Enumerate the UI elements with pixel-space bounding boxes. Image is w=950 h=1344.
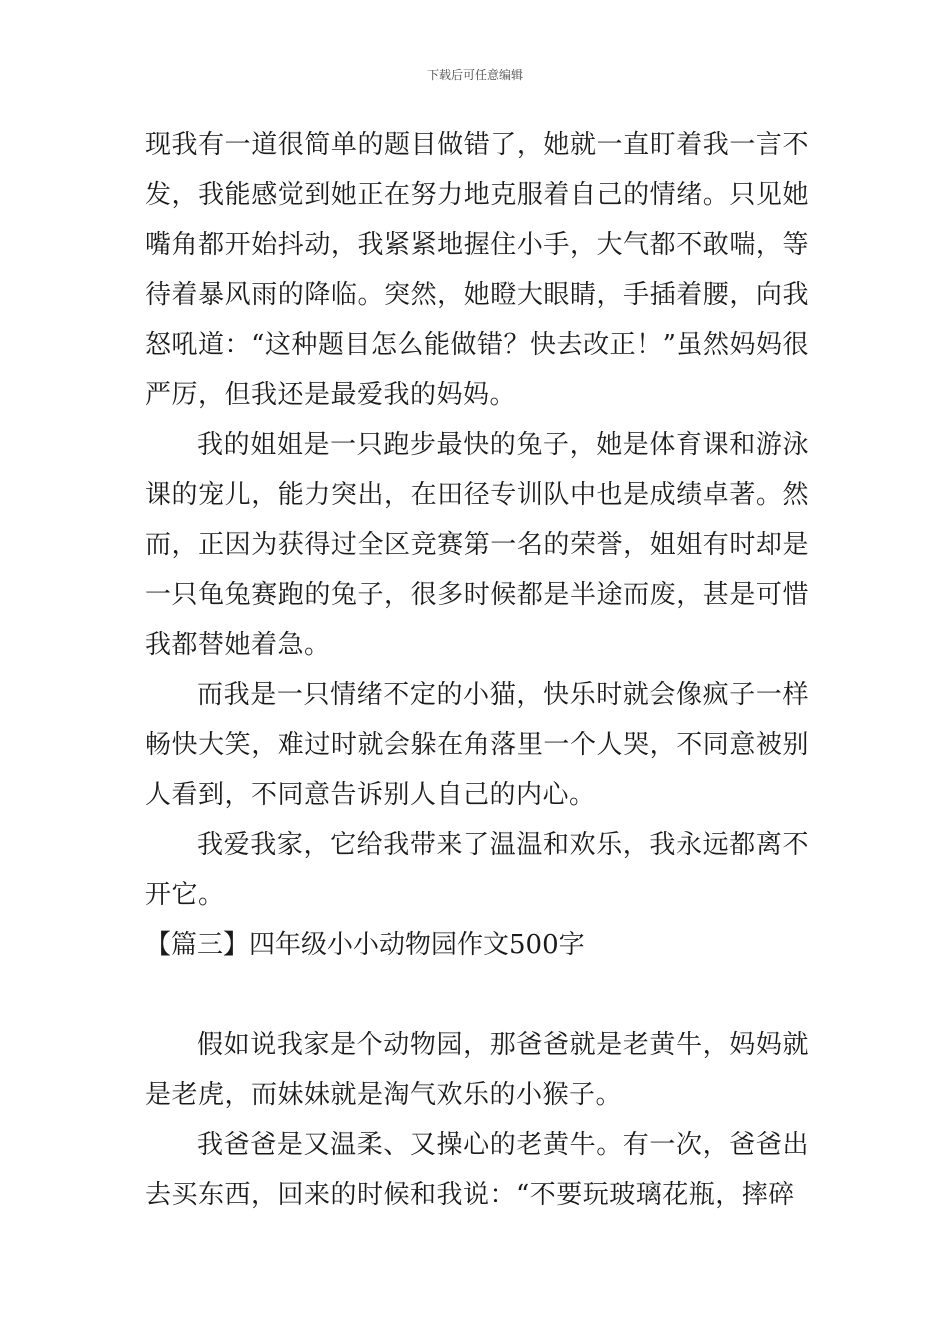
paragraph: 我爱我家，它给我带来了温温和欢乐，我永远都离不开它。 bbox=[145, 830, 809, 910]
section-title: 【篇三】四年级小小动物园作文500字 bbox=[145, 930, 585, 960]
paragraph: 现我有一道很简单的题目做错了，她就一直盯着我一言不发，我能感觉到她正在努力地克服着自己的情绪。只见她嘴角都开始抖动，我紧紧地握住小手，大气都不敢喘，等待着暴风雨的降临。突然，她瞪大眼睛，手插着腰，向我怒吼道：“这种题目怎么能做错？快去改正！”虽然妈妈很严厉，但我还是最爱我的妈妈。 bbox=[145, 130, 809, 410]
paragraph: 我爸爸是又温柔、又操心的老黄牛。有一次，爸爸出去买东西，回来的时候和我说：“不要玩玻璃花瓶，摔碎 bbox=[145, 1130, 809, 1210]
paragraph: 我的姐姐是一只跑步最快的兔子，她是体育课和游泳课的宠儿，能力突出，在田径专训队中也是成绩卓著。然而，正因为获得过全区竞赛第一名的荣誉，姐姐有时却是一只龟兔赛跑的兔子，很多时候都是半途而废，甚是可惜我都替她着急。 bbox=[145, 430, 809, 660]
spacer bbox=[145, 970, 809, 1020]
paragraph: 假如说我家是个动物园，那爸爸就是老黄牛，妈妈就是老虎，而妹妹就是淘气欢乐的小猴子。 bbox=[145, 1030, 809, 1110]
document-body bbox=[145, 120, 809, 1220]
paragraph: 而我是一只情绪不定的小猫，快乐时就会像疯子一样畅快大笑，难过时就会躲在角落里一个人哭，不同意被别人看到，不同意告诉别人自己的内心。 bbox=[145, 680, 809, 810]
page-header: 下载后可任意编辑 bbox=[426, 68, 523, 82]
